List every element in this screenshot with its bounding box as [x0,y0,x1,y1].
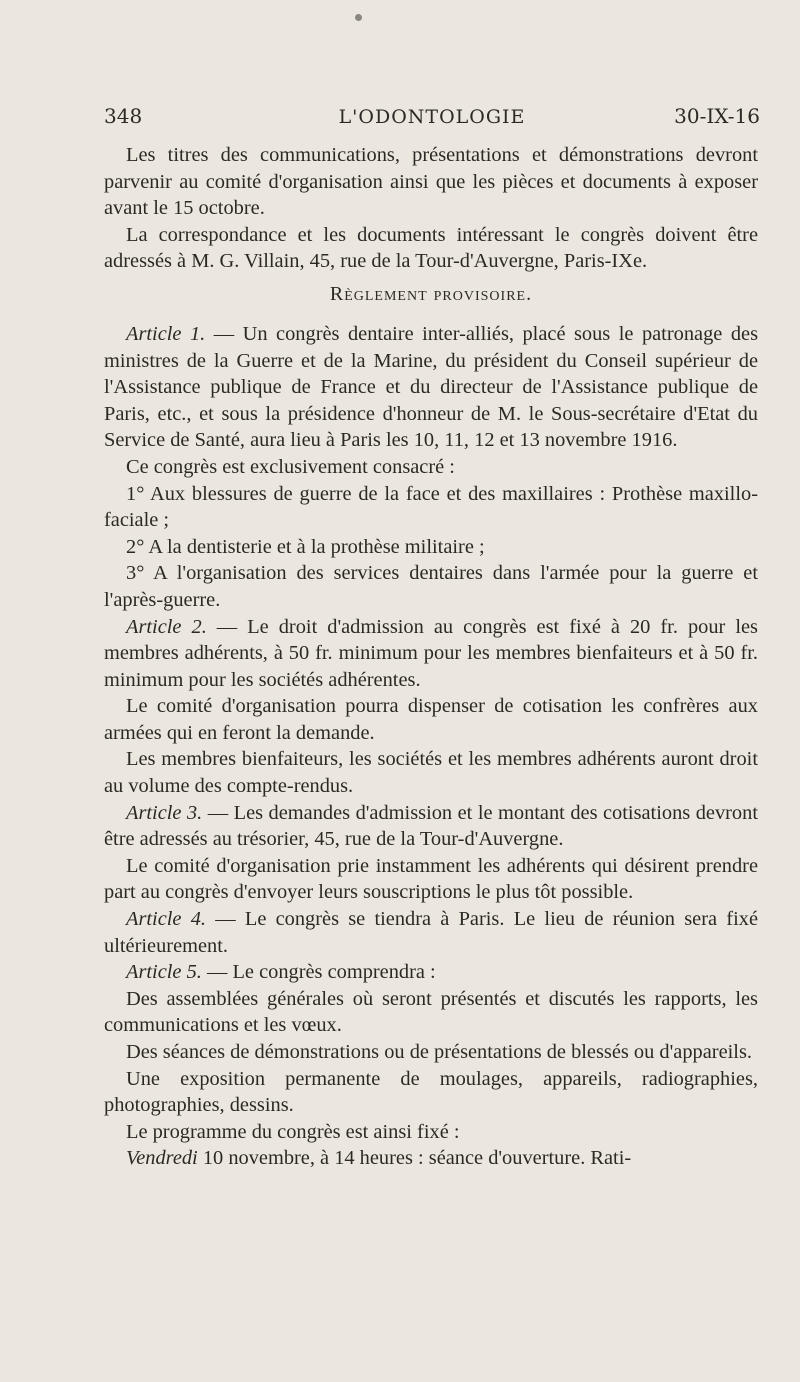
running-title: L'ODONTOLOGIE [338,106,526,128]
article-text: — Le congrès se tiendra à Paris. Le lieu de réunion sera fixé ultérieurement. [104,908,758,957]
paragraph: Les titres des communications, présentations et démonstrations devront parvenir au comité d'organisation ainsi que les pièces et documents à exposer avant le 15 octobre. [104,144,758,220]
page-number: 348 [104,104,143,128]
final-text: 10 novembre, à 14 heures : séance d'ouverture. Rati- [197,1147,632,1170]
article-label: Article 2. [126,615,207,638]
article-text: — Le congrès comprendra : [201,961,436,984]
article-label: Article 1. [126,322,206,345]
page-body [104,142,758,1172]
paragraph: Ce congrès est exclusivement consacré : [126,455,455,478]
article-text: — Les demandes d'admission et le montant des cotisations devront être adressés au trésorier, 45, rue de la Tour-d'Auvergne. [104,801,758,851]
article-3 [104,800,758,853]
list-item: 1° Aux blessures de guerre de la face et des maxillaires : Prothèse maxillo-faciale ; [104,482,758,532]
ink-speck [355,14,362,21]
article-label: Article 5. [126,961,202,984]
paragraph: Une exposition permanente de moulages, appareils, radiographies, photographies, dessins. [104,1067,758,1117]
article-1 [104,321,758,454]
list-item: 3° A l'organisation des services dentaires dans l'armée pour la guerre et l'après-guerre. [104,562,758,611]
paragraph: Les membres bienfaiteurs, les sociétés et les membres adhérents auront droit au volume des compte-rendus. [104,748,758,798]
paragraph: Des assemblées générales où seront présentés et discutés les rapports, les communications et les vœux. [104,987,758,1037]
article-5 [104,959,758,986]
article-2 [104,614,758,694]
article-4 [104,906,758,959]
paragraph: Le comité d'organisation pourra dispenser de cotisation les confrères aux armées qui en feront la demande. [104,695,758,744]
final-line [104,1145,758,1172]
article-text: — Un congrès dentaire inter-alliés, placé sous le patronage des ministres de la Guerre et de la Marine, du président du Conseil supérieur de l'Assistance publique de France et du directeur de l'Assistance publique de Paris, etc., et sous la présidence d'honneur de M. le Sous-secrétaire d'Etat du Service de Santé, aura lieu à Paris les 10, 11, 12 et 13 novembre 1916. [104,322,758,452]
issue-date: 30-IX-16 [674,104,760,128]
day-label: Vendredi [126,1147,198,1170]
paragraph: La correspondance et les documents intéressant le congrès doivent être adressés à M. G. Villain, 45, rue de la Tour-d'Auvergne, Paris-IXe. [104,223,758,273]
paragraph: Des séances de démonstrations ou de présentations de blessés ou d'appareils. [126,1041,752,1063]
running-header [104,104,760,140]
article-text: — Le droit d'admission au congrès est fixé à 20 fr. pour les membres adhérents, à 50 fr. minimum pour les membres bienfaiteurs et à 50 fr. minimum pour les sociétés adhérentes. [104,615,758,691]
article-label: Article 3. [126,801,203,824]
section-title: Règlement provisoire. [329,282,533,305]
paragraph: Le comité d'organisation prie instamment les adhérents qui désirent prendre part au congrès d'envoyer leurs souscriptions le plus tôt possible. [104,854,758,904]
paragraph: Le programme du congrès est ainsi fixé : [126,1120,460,1143]
article-label: Article 4. [126,908,207,931]
list-item: 2° A la dentisterie et à la prothèse militaire ; [126,535,485,558]
